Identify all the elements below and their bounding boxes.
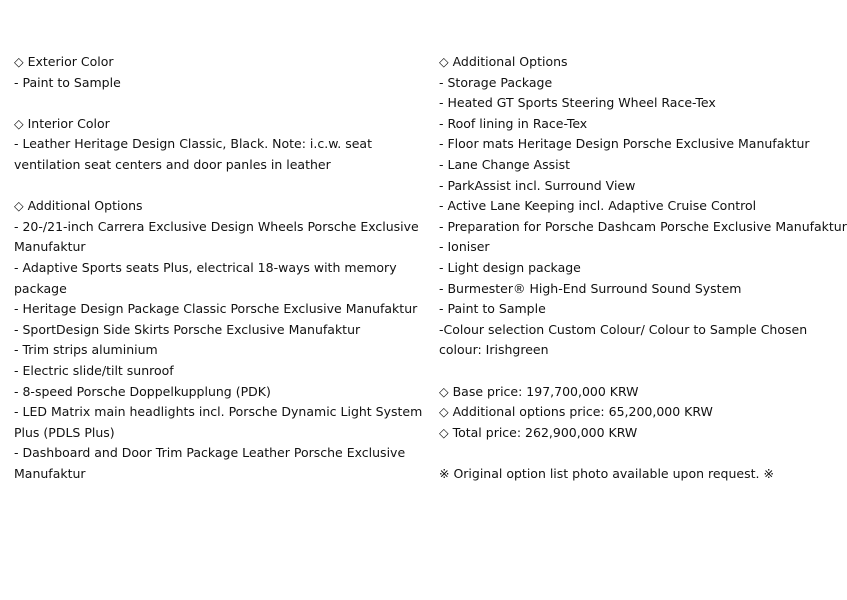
option-item: - Light design package (439, 259, 581, 275)
option-item: - Paint to Sample (439, 301, 546, 317)
option-item: - Dashboard and Door Trim Package Leather Porsche Exclusive Manufaktur (14, 445, 406, 481)
left-column (14, 52, 428, 484)
total-price: ◇ Total price: 262,900,000 KRW (439, 424, 638, 440)
option-item: - Roof lining in Race-Tex (439, 115, 588, 131)
additional-options-heading: ◇ Additional Options (439, 54, 568, 69)
option-item: - 20-/21-inch Carrera Exclusive Design Wheels Porsche Exclusive Manufaktur (14, 218, 419, 255)
option-item: - LED Matrix main headlights incl. Porsche Dynamic Light System Plus (PDLS Plus) (14, 404, 423, 440)
spacer (14, 93, 428, 114)
option-item: - Heated GT Sports Steering Wheel Race-Tex (439, 95, 716, 111)
option-item: - Storage Package (439, 74, 553, 90)
option-item: - Trim strips aluminium (14, 342, 158, 358)
spacer (439, 361, 800, 382)
option-item: - ParkAssist incl. Surround View (439, 177, 636, 193)
option-item: - 8-speed Porsche Doppelkupplung (PDK) (14, 383, 271, 399)
spacer (439, 443, 800, 464)
base-price: ◇ Base price: 197,700,000 KRW (439, 383, 639, 399)
option-item: - Preparation for Porsche Dashcam Porsche Exclusive Manufaktur (439, 218, 847, 234)
additional-options-price: ◇ Additional options price: 65,200,000 KRW (439, 404, 713, 420)
colour-selection-note: -Colour selection Custom Colour/ Colour to Sample Chosen (439, 321, 808, 337)
interior-color-heading: ◇ Interior Color (14, 115, 110, 131)
option-item: - Floor mats Heritage Design Porsche Exclusive Manufaktur (439, 136, 810, 152)
spacer (14, 176, 428, 197)
right-column (439, 52, 847, 484)
option-item: - Active Lane Keeping incl. Adaptive Cruise Control (439, 198, 757, 214)
option-item: - Electric slide/tilt sunroof (14, 362, 174, 378)
option-item: - Ioniser (439, 239, 490, 255)
option-item: - Adaptive Sports seats Plus, electrical 18-ways with memory package (14, 259, 397, 296)
option-item: - Lane Change Assist (439, 156, 570, 172)
option-item: - Heritage Design Package Classic Porsche Exclusive Manufaktur (14, 301, 418, 317)
option-item: - SportDesign Side Skirts Porsche Exclusive Manufaktur (14, 321, 361, 337)
exterior-color-item: - Paint to Sample (14, 74, 121, 90)
interior-color-item: - Leather Heritage Design Classic, Black. Note: i.c.w. seat ventilation seat centers and door panles in leather (14, 136, 372, 172)
option-item: - Burmester® High-End Surround Sound System (439, 280, 742, 296)
colour-selection-value: colour: Irishgreen (439, 342, 549, 358)
photo-availability-note: ※ Original option list photo available upon request. ※ (439, 465, 774, 481)
exterior-color-heading: ◇ Exterior Color (14, 54, 114, 69)
additional-options-heading: ◇ Additional Options (14, 198, 143, 214)
